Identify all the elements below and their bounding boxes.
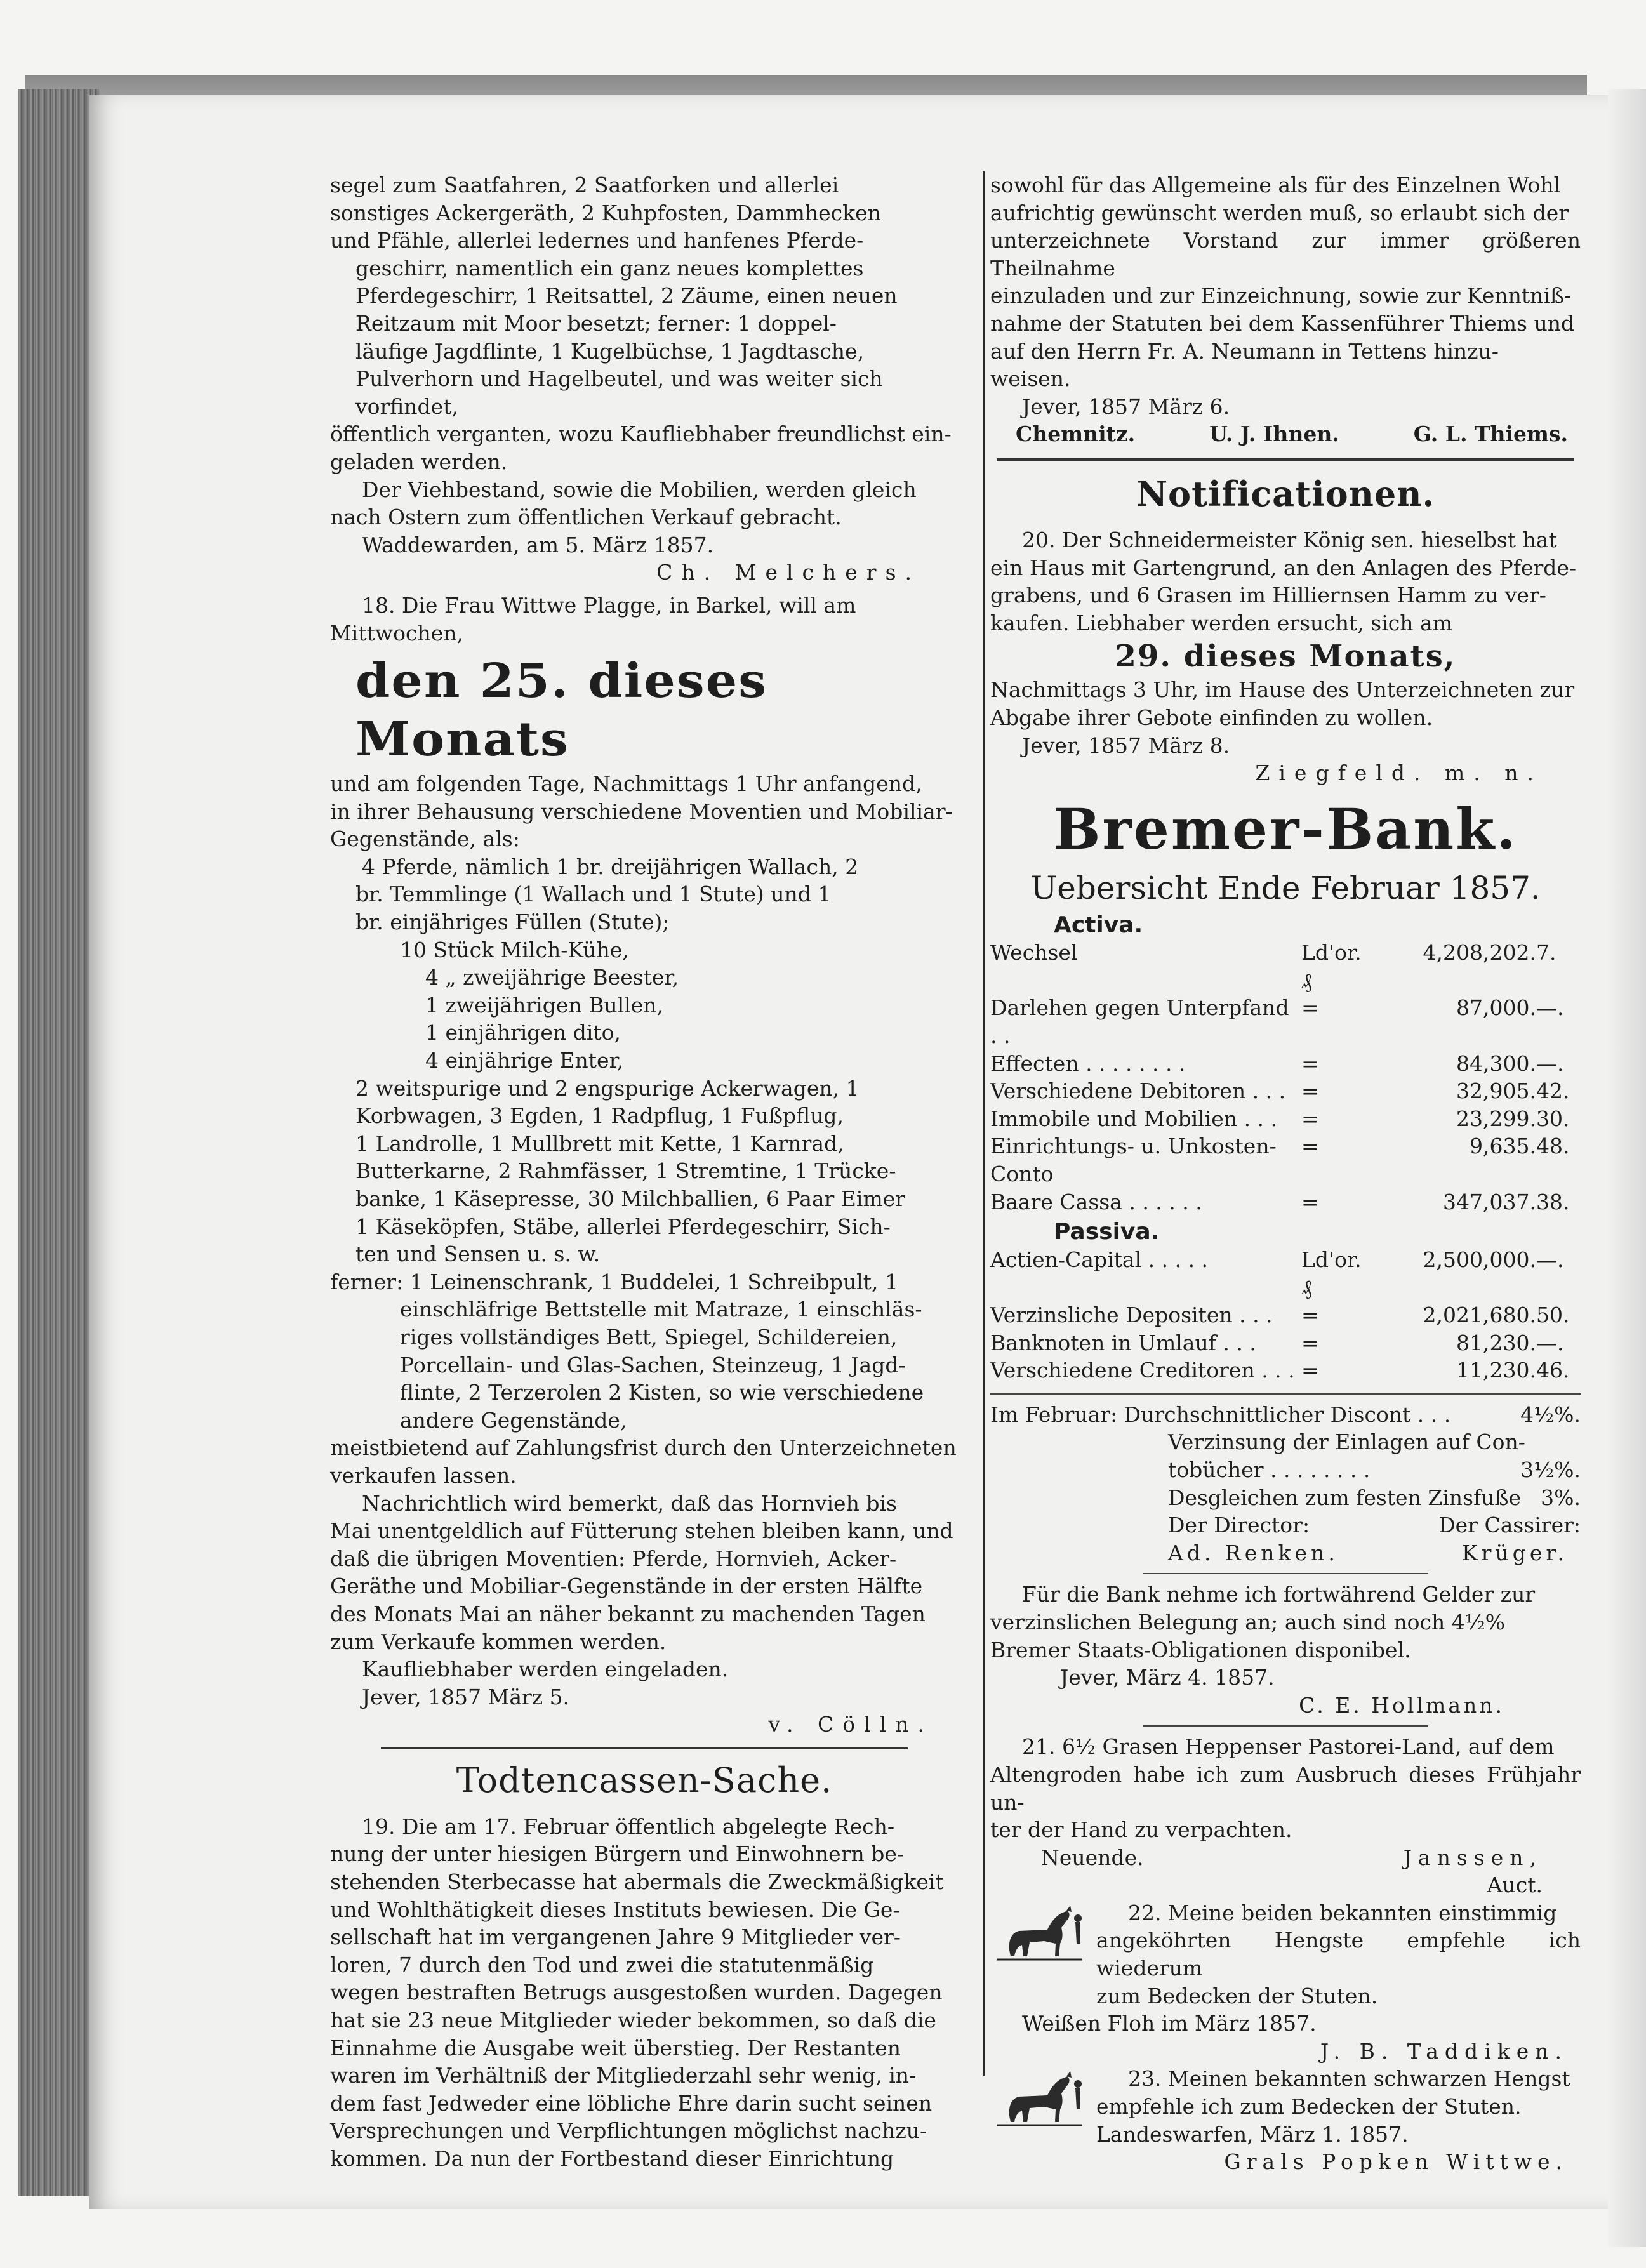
text-line: Gegenstände, als:	[330, 826, 520, 852]
notice-22	[990, 1899, 1581, 2010]
signature: U. J. Ihnen.	[1209, 421, 1339, 447]
book-page-edges	[18, 89, 100, 2196]
ledger-row	[990, 994, 1581, 1049]
section-heading: Notificationen.	[1136, 473, 1435, 514]
text-line: und Pfähle, allerlei ledernes und hanfenes Pferde-	[330, 228, 864, 253]
text-line: sonstiges Ackergeräth, 2 Kuhpfosten, Dammhecken	[330, 200, 881, 225]
officers-titles	[990, 1511, 1581, 1539]
text-line: Pferdegeschirr, 1 Reitsattel, 2 Zäume, einen neuen	[355, 283, 898, 308]
signature: Ziegfeld. m. n.	[1255, 760, 1543, 786]
text-line: öffentlich verganten, wozu Kaufliebhaber freundlichst ein-	[330, 421, 952, 447]
text-line: daß die übrigen Moventien: Pferde, Hornvieh, Acker-	[330, 1546, 897, 1571]
signature: G. L. Thiems.	[1413, 421, 1568, 447]
rate-value: 4½%.	[1520, 1402, 1581, 1427]
text-line: auf den Herrn Fr. A. Neumann in Tettens hinzu-	[990, 338, 1499, 364]
table-rule	[990, 1393, 1581, 1395]
text-line: Kaufliebhaber werden eingeladen.	[362, 1657, 729, 1682]
signature: Grals Popken Wittwe.	[1224, 2149, 1568, 2175]
text-line: sellschaft hat im vergangenen Jahre 9 Mitglieder ver-	[330, 1925, 901, 1950]
ledger-decimal: 46.	[1536, 1358, 1570, 1383]
notice-23	[990, 2065, 1581, 2148]
ledger-label: Effecten . . . . . . . .	[990, 1051, 1186, 1076]
auction-date-headline: den 25. dieses Monats	[355, 654, 768, 767]
sale-date-headline: 29. dieses Monats,	[1115, 639, 1456, 675]
ledger-label: Einrichtungs- u. Unkosten-Conto	[990, 1134, 1277, 1187]
activa-table	[990, 939, 1581, 1216]
auction-para-1	[330, 171, 959, 420]
ledger-currency: =	[1301, 1358, 1319, 1383]
text-line: Nachmittags 3 Uhr, im Hause des Unterzeichneten zur	[990, 677, 1575, 703]
item-line: 4 Pferde, nämlich 1 br. dreijährigen Wallach, 2	[362, 854, 859, 879]
dateline: Jever, 1857 März 8.	[1022, 733, 1230, 758]
item-line: ferner: 1 Leinenschrank, 1 Buddelei, 1 Schreibpult, 1	[330, 1269, 898, 1294]
ledger-decimal: —.	[1536, 995, 1564, 1021]
ledger-label: Banknoten in Umlauf . . .	[990, 1330, 1256, 1355]
ledger-row	[990, 1050, 1581, 1078]
item-line: flinte, 2 Terzerolen 2 Kisten, so wie verschiedene	[400, 1380, 924, 1405]
rate-label: Verzinsung der Einlagen auf Con-	[1168, 1429, 1525, 1455]
text-line: 18. Die Frau Wittwe Plagge, in Barkel, will am	[362, 592, 856, 618]
ledger-label: Immobile und Mobilien . . .	[990, 1106, 1278, 1131]
item-line: riges vollständiges Bett, Spiegel, Schildereien,	[400, 1324, 898, 1350]
ledger-amount: 347,037.	[1443, 1189, 1536, 1214]
ledger-amount: 4,208,202.	[1423, 940, 1536, 965]
text-line: Einnahme die Ausgabe weit überstieg. Der Restanten	[330, 2035, 901, 2060]
text-line: hat sie 23 neue Mitglieder wieder bekommen, so daß die	[330, 2008, 936, 2033]
ledger-decimal: 38.	[1536, 1189, 1570, 1214]
text-line: weisen.	[990, 366, 1071, 392]
notice-20	[990, 526, 1581, 787]
item-line: 10 Stück Milch-Kühe,	[400, 937, 629, 962]
section-rule	[381, 1747, 908, 1749]
text-line: dem fast Jedweder eine löbliche Ehre darin sucht seinen	[330, 2090, 933, 2116]
text-line: Pulverhorn und Hagelbeutel, und was weiter sich	[355, 366, 883, 392]
ledger-row	[990, 1301, 1581, 1329]
text-line: 20. Der Schneidermeister König sen. hieselbst hat	[1022, 527, 1557, 552]
rate-value: 3%.	[1541, 1485, 1581, 1510]
text-line: stehenden Sterbecasse hat abermals die Zweckmäßigkeit	[330, 1869, 944, 1895]
notice-18	[330, 592, 959, 1739]
ledger-decimal: —.	[1536, 1247, 1564, 1272]
cashier-title: Der Cassirer:	[1438, 1513, 1581, 1538]
text-line: nung der unter hiesigen Bürgern und Einwohnern be-	[330, 1841, 905, 1867]
text-line: kaufen. Liebhaber werden ersucht, sich am	[990, 610, 1452, 635]
item-line: Butterkarne, 2 Rahmfässer, 1 Stremtine, 1 Trücke-	[355, 1158, 896, 1184]
ledger-row	[990, 1105, 1581, 1133]
text-line: Mai unentgeldlich auf Fütterung stehen bleiben kann, und	[330, 1518, 953, 1544]
item-line: Korbwagen, 3 Egden, 1 Radpflug, 1 Fußpflug,	[355, 1103, 844, 1129]
ledger-decimal: —.	[1536, 1051, 1564, 1076]
text-line: unterzeichnete Vorstand zur immer größeren Theilnahme	[990, 228, 1581, 281]
section-rule	[1143, 1725, 1428, 1727]
director-title: Der Director:	[1168, 1513, 1310, 1538]
item-line: 4 einjährige Enter,	[425, 1048, 624, 1073]
passiva-table	[990, 1246, 1581, 1384]
bank-notice	[990, 796, 1581, 1720]
rate-row	[990, 1428, 1581, 1456]
february-rates	[990, 1401, 1581, 1567]
ledger-label: Actien-Capital . . . . .	[990, 1247, 1209, 1272]
text-line: Versprechungen und Verpflichtungen möglichst nachzu-	[330, 2118, 927, 2144]
text-line: angeköhrten Hengste empfehle ich wiederum	[1096, 1928, 1581, 1981]
ledger-currency: =	[1301, 1078, 1319, 1104]
item-line: banke, 1 Käsepresse, 30 Milchballien, 6 Paar Eimer	[355, 1186, 906, 1211]
text-line: Geräthe und Mobiliar-Gegenstände in der ersten Hälfte	[330, 1574, 923, 1599]
ledger-label: Darlehen gegen Unterpfand . .	[990, 995, 1289, 1049]
text-line: Altengroden habe ich zum Ausbruch dieses Frühjahr un-	[990, 1761, 1581, 1815]
ledger-currency: Ld'or.₰	[1301, 1247, 1362, 1300]
text-line: sowohl für das Allgemeine als für des Einzelnen Wohl	[990, 173, 1561, 197]
text-line: einzuladen und zur Einzeichnung, sowie zur Kenntniß-	[990, 283, 1572, 308]
right-column	[990, 171, 1581, 2176]
officers-names	[990, 1539, 1581, 1567]
text-line: empfehle ich zum Bedecken der Stuten.	[1096, 2094, 1522, 2119]
dateline: Jever, 1857 März 6.	[1022, 394, 1230, 419]
column-divider	[983, 171, 985, 2076]
ledger-currency: =	[1301, 995, 1319, 1021]
ledger-currency: Ld'or.₰	[1301, 940, 1362, 993]
signature-title: Auct.	[1487, 1873, 1543, 1898]
page-shadow	[1608, 89, 1646, 2247]
ledger-amount: 11,230.	[1456, 1358, 1536, 1383]
text-line: und am folgenden Tage, Nachmittags 1 Uhr anfangend,	[330, 771, 922, 797]
text-line: Der Viehbestand, sowie die Mobilien, werden gleich	[362, 477, 917, 502]
item-line: ten und Sensen u. s. w.	[355, 1242, 601, 1267]
signature: Ch. Melchers.	[656, 560, 920, 585]
ledger-row	[990, 939, 1581, 994]
item-line: 4 „ zweijährige Beester,	[425, 965, 679, 990]
ledger-row	[990, 1356, 1581, 1384]
text-line: 19. Die am 17. Februar öffentlich abgelegte Rech-	[362, 1814, 895, 1839]
text-line: wegen bestraften Betrugs ausgestoßen wurden. Dagegen	[330, 1980, 943, 2005]
text-line: grabens, und 6 Grasen im Hilliernsen Hamm zu ver-	[990, 583, 1546, 608]
signature: C. E. Hollmann.	[1299, 1692, 1504, 1718]
text-line: ter der Hand zu verpachten.	[990, 1817, 1292, 1843]
item-line: andere Gegenstände,	[400, 1407, 627, 1433]
ledger-currency: =	[1301, 1330, 1319, 1355]
ledger-amount: 32,905.	[1456, 1078, 1536, 1104]
text-line: geladen werden.	[330, 449, 508, 474]
ledger-row	[990, 1329, 1581, 1357]
ledger-row	[990, 1246, 1581, 1301]
text-line: segel zum Saatfahren, 2 Saatforken und allerlei	[330, 173, 839, 197]
rate-row	[990, 1484, 1581, 1512]
text-line: 23. Meinen bekannten schwarzen Hengst	[1128, 2066, 1570, 2092]
ledger-label: Baare Cassa . . . . . .	[990, 1189, 1202, 1214]
ledger-decimal: 50.	[1536, 1303, 1570, 1327]
ledger-currency: =	[1301, 1106, 1319, 1131]
ledger-currency: =	[1301, 1134, 1319, 1159]
signature: v. Cölln.	[768, 1712, 933, 1737]
notice-19-continued	[990, 171, 1581, 448]
ledger-currency: =	[1301, 1189, 1319, 1214]
text-line: verkaufen lassen.	[330, 1462, 517, 1488]
text-line: läufige Jagdflinte, 1 Kugelbüchse, 1 Jagdtasche,	[355, 338, 865, 364]
text-line: loren, 7 durch den Tod und zwei die statutenmäßig	[330, 1952, 874, 1977]
ledger-row	[990, 1077, 1581, 1105]
text-line: kommen. Da nun der Fortbestand dieser Einrichtung	[330, 2146, 894, 2171]
ledger-amount: 2,021,680.	[1423, 1303, 1536, 1327]
item-line: 1 einjährigen dito,	[425, 1020, 621, 1045]
ledger-decimal: —.	[1536, 1330, 1564, 1355]
item-line: 2 weitspurige und 2 engspurige Ackerwagen, 1	[355, 1075, 860, 1101]
text-line: Für die Bank nehme ich fortwährend Gelder zur	[1022, 1582, 1536, 1607]
rate-value: 3½%.	[1520, 1457, 1581, 1482]
dateline: Landeswarfen, März 1. 1857.	[1096, 2121, 1409, 2147]
left-column	[330, 171, 959, 2173]
signatures-row	[990, 420, 1581, 448]
rate-label: Desgleichen zum festen Zinsfuße	[1168, 1485, 1522, 1510]
place-signature-row	[990, 1844, 1581, 1872]
item-line: br. einjähriges Füllen (Stute);	[355, 910, 670, 935]
ledger-label: Wechsel	[990, 940, 1078, 965]
ledger-amount: 23,299.	[1456, 1106, 1536, 1131]
text-line: geschirr, namentlich ein ganz neues komplettes	[355, 255, 864, 281]
ledger-label: Verschiedene Creditoren . . .	[990, 1358, 1295, 1383]
text-line: in ihrer Behausung verschiedene Moventien und Mobiliar-	[330, 799, 953, 824]
director-name: Ad. Renken.	[1168, 1540, 1339, 1565]
bank-title: Bremer-Bank.	[1053, 795, 1518, 862]
item-line: Porcellain- und Glas-Sachen, Steinzeug, 1 Jagd-	[400, 1352, 906, 1377]
ledger-decimal: 7.	[1536, 940, 1556, 965]
rate-row	[990, 1456, 1581, 1484]
ledger-row	[990, 1188, 1581, 1216]
ledger-label: Verzinsliche Depositen . . .	[990, 1303, 1273, 1327]
item-line: 1 Landrolle, 1 Mullbrett mit Kette, 1 Karnrad,	[355, 1131, 844, 1156]
passiva-label: Passiva.	[1054, 1219, 1160, 1245]
horse-icon	[990, 2065, 1089, 2135]
item-line: 1 Käseköpfen, Stäbe, allerlei Pferdegeschirr, Sich-	[355, 1214, 891, 1239]
signature: Chemnitz.	[1016, 421, 1136, 447]
notice-19	[330, 1813, 959, 2173]
item-line: br. Temmlinge (1 Wallach und 1 Stute) und 1	[355, 882, 832, 907]
text-line: 21. 6½ Grasen Heppenser Pastorei-Land, auf dem	[1022, 1734, 1555, 1760]
ledger-decimal: 42.	[1536, 1078, 1570, 1104]
rate-label: Im Februar: Durchschnittlicher Discont . . .	[990, 1402, 1451, 1427]
text-line: Mittwochen,	[330, 620, 463, 646]
item-line: 1 zweijährigen Bullen,	[425, 992, 663, 1018]
ledger-currency: =	[1301, 1051, 1319, 1076]
text-line: Abgabe ihrer Gebote einfinden zu wollen.	[990, 705, 1433, 730]
ledger-amount: 84,300.	[1456, 1051, 1536, 1076]
ledger-decimal: 30.	[1536, 1106, 1570, 1131]
text-line: Nachrichtlich wird bemerkt, daß das Hornvieh bis	[362, 1490, 897, 1516]
text-line: zum Verkaufe kommen werden.	[330, 1629, 667, 1654]
text-line: aufrichtig gewünscht werden muß, so erlaubt sich der	[990, 200, 1569, 225]
text-line: nahme der Statuten bei dem Kassenführer Thiems und	[990, 310, 1575, 336]
ledger-amount: 9,635.	[1470, 1134, 1536, 1159]
rate-row	[990, 1401, 1581, 1429]
notice-21	[990, 1733, 1581, 1899]
text-line: verzinslichen Belegung an; auch sind noch 4½%	[990, 1609, 1506, 1635]
text-line: des Monats Mai an näher bekannt zu machenden Tagen	[330, 1601, 926, 1626]
item-line: einschläfrige Bettstelle mit Matraze, 1 einschläs-	[400, 1297, 922, 1322]
text-line: Reitzaum mit Moor besetzt; ferner: 1 doppel-	[355, 310, 837, 336]
text-line: ein Haus mit Gartengrund, an den Anlagen des Pferde-	[990, 555, 1577, 580]
text-line: vorfindet,	[355, 394, 458, 419]
cashier-name: Krüger.	[1462, 1540, 1568, 1565]
ledger-currency: =	[1301, 1303, 1319, 1327]
text-line: nach Ostern zum öffentlichen Verkauf gebracht.	[330, 505, 842, 530]
text-line: 22. Meine beiden bekannten einstimmig	[1128, 1900, 1557, 1925]
text-line: Bremer Staats-Obligationen disponibel.	[990, 1637, 1411, 1662]
horse-icon	[990, 1899, 1089, 1969]
section-rule	[1143, 1573, 1428, 1574]
ledger-amount: 81,230.	[1456, 1330, 1536, 1355]
ledger-label: Verschiedene Debitoren . . .	[990, 1078, 1286, 1104]
place: Neuende.	[1041, 1845, 1144, 1870]
section-heading: Todtencassen-Sache.	[456, 1760, 833, 1800]
section-rule	[997, 458, 1574, 461]
dateline: Jever, März 4. 1857.	[1060, 1665, 1275, 1690]
activa-label: Activa.	[1054, 912, 1143, 938]
rate-label: tobücher . . . . . . . .	[1168, 1457, 1371, 1482]
ledger-amount: 87,000.	[1456, 995, 1536, 1021]
bank-subtitle: Uebersicht Ende Februar 1857.	[1030, 869, 1541, 906]
dateline: Jever, 1857 März 5.	[362, 1684, 570, 1709]
dateline: Waddewarden, am 5. März 1857.	[362, 532, 714, 557]
ledger-decimal: 48.	[1536, 1134, 1570, 1159]
signature: J. B. Taddiken.	[1320, 2038, 1568, 2064]
ledger-amount: 2,500,000.	[1423, 1247, 1536, 1272]
dateline: Weißen Floh im März 1857.	[1022, 2011, 1317, 2036]
text-line: waren im Verhältniß der Mitgliederzahl sehr wenig, in-	[330, 2063, 917, 2088]
signature: Janssen,	[1403, 1845, 1543, 1870]
text-line: und Wohlthätigkeit dieses Instituts bewiesen. Die Ge-	[330, 1897, 900, 1922]
text-line: meistbietend auf Zahlungsfrist durch den Unterzeichneten	[330, 1435, 957, 1461]
text-line: zum Bedecken der Stuten.	[1096, 1983, 1378, 2008]
ledger-row	[990, 1132, 1581, 1188]
auction-para-2	[330, 420, 959, 559]
